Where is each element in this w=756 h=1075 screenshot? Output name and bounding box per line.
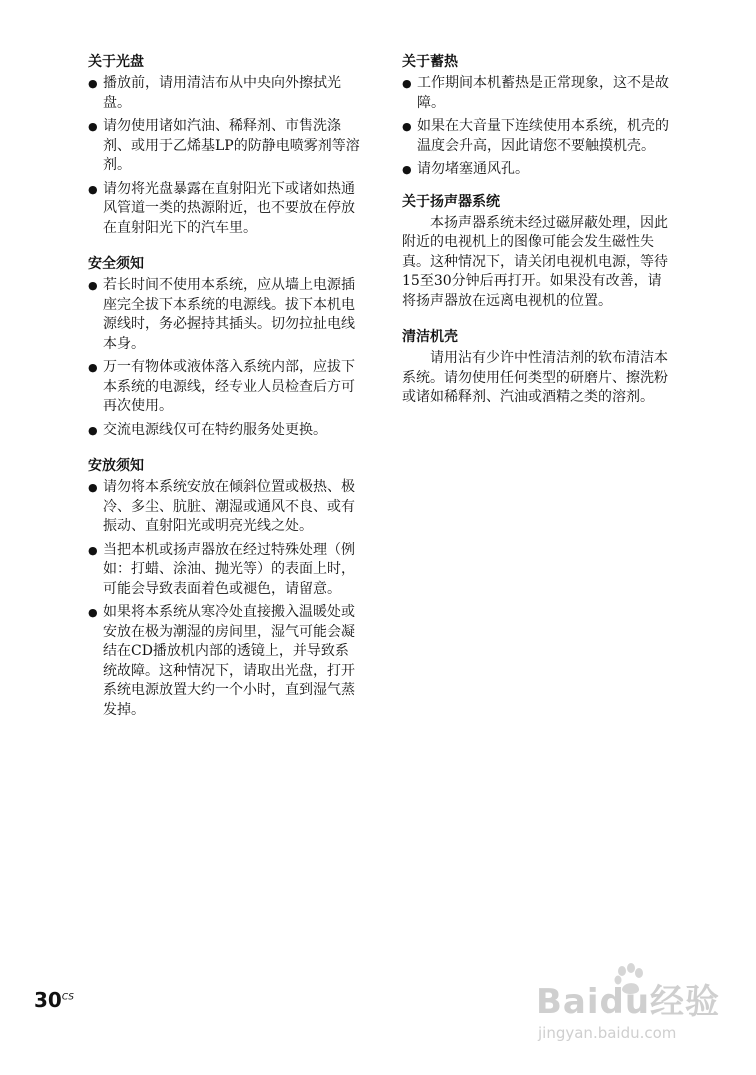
section-heading: 关于蓄热: [402, 54, 458, 70]
bullet-icon: ●: [402, 77, 412, 90]
bullet-icon: ●: [88, 606, 98, 619]
list-item-text: 请勿使用诸如汽油、稀释剂、市售洗涤剂、或用于乙烯基LP的防静电喷雾剂等溶剂。: [103, 118, 360, 173]
section-cleaning: [402, 327, 674, 408]
section-speaker: [402, 192, 674, 312]
list-item-text: 播放前，请用清洁布从中央向外擦拭光盘。: [103, 75, 341, 111]
list-item: [88, 421, 360, 441]
list-item-text: 如果在大音量下连续使用本系统，机壳的温度会升高，因此请您不要触摸机壳。: [417, 118, 669, 154]
list-item: [88, 358, 360, 417]
list-item-text: 请勿将光盘暴露在直射阳光下或诸如热通风管道一类的热源附近，也不要放在停放在直射阳光下的汽车里。: [103, 180, 355, 236]
section-heading: 安全须知: [88, 256, 144, 272]
list-item: [88, 276, 360, 354]
section-heat: [402, 52, 674, 180]
section-safety: [88, 254, 360, 440]
section-heading: 关于光盘: [88, 54, 144, 70]
list-item-text: 交流电源线仅可在特约服务处更换。: [103, 421, 327, 438]
bullet-icon: ●: [88, 361, 98, 374]
section-discs: [88, 52, 360, 238]
list-item: [88, 117, 360, 176]
bullet-icon: ●: [402, 120, 412, 133]
list-item: [88, 478, 360, 537]
section-paragraph: 请用沾有少许中性清洁剂的软布清洁本系统。请勿使用任何类型的研磨片、擦洗粉或诸如稀释剂、汽油或酒精之类的溶剂。: [402, 350, 668, 405]
bullet-icon: ●: [402, 163, 412, 176]
bullet-icon: ●: [88, 120, 98, 133]
list-item-text: 如果将本系统从寒冷处直接搬入温暖处或安放在极为潮湿的房间里，湿气可能会凝结在CD播放机内部的透镜上，并导致系统故障。这种情况下，请取出光盘，打开系统电源放置大约一个小时，直到湿气蒸发掉。: [103, 604, 355, 718]
bullet-icon: ●: [88, 423, 98, 437]
list-item-text: 当把本机或扬声器放在经过特殊处理（例如：打蜡、涂油、抛光等）的表面上时，可能会导致表面着色或褪色，请留意。: [103, 541, 355, 597]
list-item-text: 万一有物体或液体落入系统内部，应拔下本系统的电源线，经专业人员检查后方可再次使用。: [103, 359, 355, 414]
section-heading: 关于扬声器系统: [402, 193, 500, 210]
bullet-icon: ●: [88, 182, 98, 196]
bullet-icon: ●: [88, 279, 98, 292]
list-item: [88, 541, 360, 600]
page-number: [34, 988, 74, 1012]
bullet-icon: ●: [88, 543, 98, 557]
language-code: CS: [61, 992, 75, 1003]
list-item: [402, 74, 674, 113]
list-item-text: 若长时间不使用本系统，应从墙上电源插座完全拔下本系统的电源线。拔下本机电源线时，务必握持其插头。切勿拉扯电线本身。: [103, 277, 355, 352]
bullet-icon: ●: [88, 481, 98, 494]
bullet-list: [88, 276, 360, 440]
list-item-text: 请勿堵塞通风孔。: [417, 161, 529, 177]
baidu-watermark: [530, 960, 730, 1060]
right-column: [402, 52, 674, 424]
bullet-list: [88, 478, 360, 720]
list-item: [402, 117, 674, 156]
page-number-value: 30: [34, 988, 62, 1012]
section-heading: 清洁机壳: [402, 329, 458, 345]
list-item: [402, 160, 674, 180]
list-item-text: 工作期间本机蓄热是正常现象，这不是故障。: [417, 75, 669, 111]
list-item-text: 请勿将本系统安放在倾斜位置或极热、极冷、多尘、肮脏、潮湿或通风不良、或有振动、直射阳光或明亮光线之处。: [103, 479, 355, 534]
left-column: [88, 52, 360, 736]
section-paragraph: 本扬声器系统未经过磁屏蔽处理，因此附近的电视机上的图像可能会发生磁性失真。这种情况下，请关闭电视机电源，等待15至30分钟后再打开。如果没有改善，请将扬声器放在远离电视机的位置。: [402, 214, 668, 309]
bullet-list: [88, 74, 360, 238]
list-item: [88, 74, 360, 113]
list-item: [88, 180, 360, 239]
bullet-list: [402, 74, 674, 180]
list-item: [88, 603, 360, 720]
section-placement: [88, 456, 360, 720]
bullet-icon: ●: [88, 77, 98, 90]
watermark-logo-text: Baidu经验: [536, 982, 721, 1022]
section-heading: 安放须知: [88, 458, 144, 474]
watermark-url: jingyan.baidu.com: [538, 1024, 677, 1042]
